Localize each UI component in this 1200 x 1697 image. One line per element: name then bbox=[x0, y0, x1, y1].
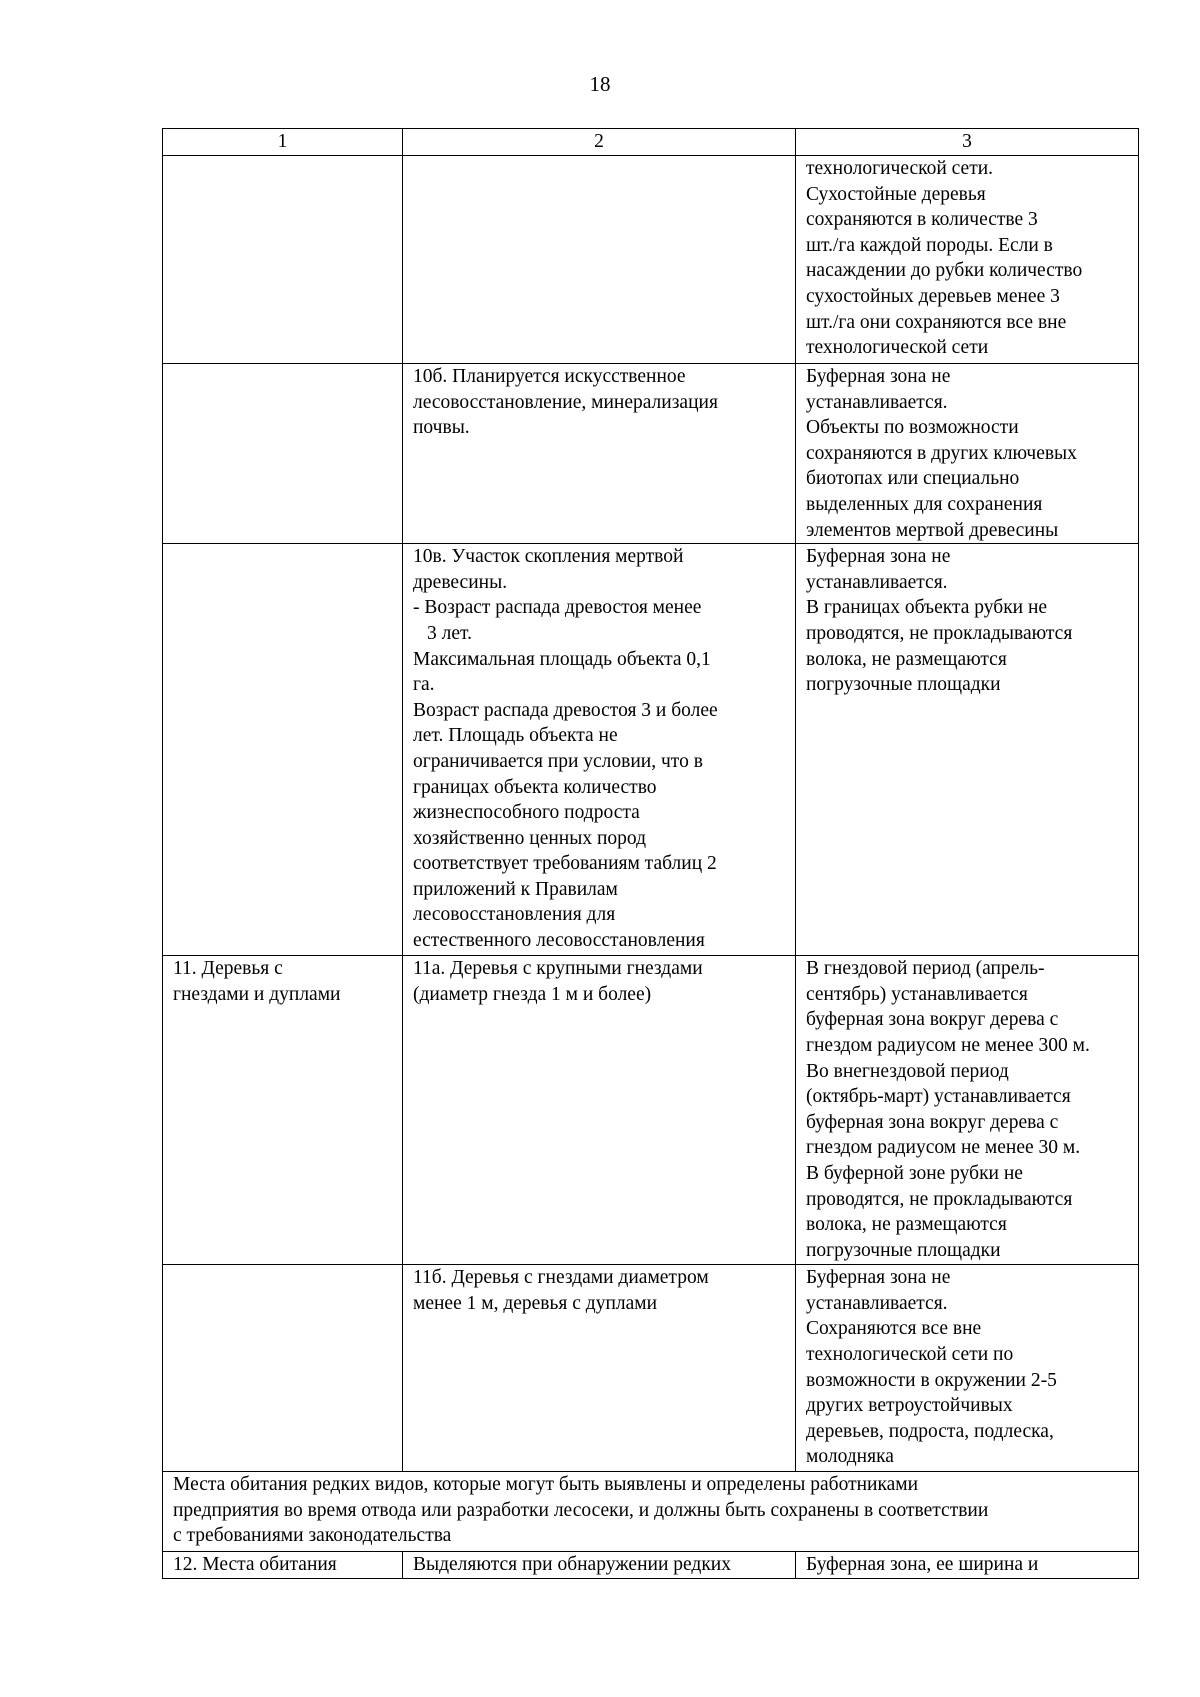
cell-line: 11. Деревья с bbox=[173, 958, 283, 980]
cell-line: лесовосстановление, минерализация bbox=[413, 391, 718, 413]
cell-line: Максимальная площадь объекта 0,1 bbox=[413, 648, 711, 670]
cell-line: технологической сети по bbox=[806, 1343, 1014, 1365]
table-row bbox=[163, 1265, 1139, 1472]
cell-line: деревьев, подроста, подлеска, bbox=[806, 1420, 1054, 1442]
cell-line: элементов мертвой древесины bbox=[806, 519, 1059, 541]
cell-line: границах объекта количество bbox=[413, 776, 657, 798]
cell-line: почвы. bbox=[413, 417, 470, 439]
cell-line: га. bbox=[413, 674, 435, 696]
cell-line: хозяйственно ценных пород bbox=[413, 827, 647, 849]
cell-line: устанавливается. bbox=[806, 571, 948, 593]
cell-line: Сухостойные деревья bbox=[806, 183, 986, 205]
cell-line: с требованиями законодательства bbox=[173, 1525, 452, 1547]
table-cell bbox=[163, 544, 403, 956]
table-cell bbox=[163, 1552, 403, 1579]
column-number-1: 1 bbox=[163, 129, 403, 156]
cell-line: гнездом радиусом не менее 300 м. bbox=[806, 1034, 1090, 1056]
table-cell bbox=[403, 1265, 796, 1472]
cell-line: Буферная зона не bbox=[806, 366, 951, 387]
cell-line: волока, не размещаются bbox=[806, 648, 1007, 670]
cell-line: В границах объекта рубки не bbox=[806, 597, 1048, 619]
cell-line: устанавливается. bbox=[806, 1292, 948, 1314]
page-number: 18 bbox=[589, 72, 611, 96]
cell-line: биотопах или специально bbox=[806, 468, 1020, 490]
cell-line: естественного лесовосстановления bbox=[413, 930, 705, 952]
cell-line: погрузочные площадки bbox=[806, 674, 1001, 696]
table-row bbox=[163, 956, 1139, 1265]
table-cell bbox=[796, 364, 1139, 544]
cell-line: буферная зона вокруг дерева с bbox=[806, 1111, 1059, 1133]
table-cell bbox=[163, 1265, 403, 1472]
cell-line: - Возраст распада древостоя менее bbox=[413, 597, 702, 619]
table-row bbox=[163, 156, 1139, 364]
cell-line: насаждении до рубки количество bbox=[806, 260, 1083, 282]
cell-line: проводятся, не прокладываются bbox=[806, 1188, 1073, 1210]
cell-line: (диаметр гнезда 1 м и более) bbox=[413, 983, 652, 1005]
cell-line: проводятся, не прокладываются bbox=[806, 622, 1073, 644]
cell-line: предприятия во время отвода или разработки лесосеки, и должны быть сохранены в соответствии bbox=[173, 1499, 989, 1521]
cell-line: Во внегнездовой период bbox=[806, 1060, 1009, 1082]
table-cell bbox=[163, 956, 403, 1265]
table-cell bbox=[403, 156, 796, 364]
section-row bbox=[163, 1472, 1139, 1552]
cell-line: Буферная зона не bbox=[806, 546, 951, 568]
table-row bbox=[163, 364, 1139, 544]
cell-line: волока, не размещаются bbox=[806, 1214, 1007, 1236]
cell-line: менее 1 м, деревья с дуплами bbox=[413, 1292, 658, 1314]
cell-line: шт./га они сохраняются все вне bbox=[806, 311, 1067, 333]
cell-line: сохраняются в количестве 3 bbox=[806, 209, 1038, 231]
cell-line: устанавливается. bbox=[806, 391, 948, 413]
table-cell bbox=[796, 1265, 1139, 1472]
cell-line: сохраняются в других ключевых bbox=[806, 442, 1077, 464]
cell-line: гнездами и дуплами bbox=[173, 983, 341, 1005]
table-cell bbox=[403, 364, 796, 544]
cell-line: выделенных для сохранения bbox=[806, 493, 1043, 515]
cell-line: 10в. Участок скопления мертвой bbox=[413, 546, 684, 568]
cell-line: Объекты по возможности bbox=[806, 417, 1019, 439]
cell-line: В буферной зоне рубки не bbox=[806, 1162, 1023, 1184]
cell-line: буферная зона вокруг дерева с bbox=[806, 1009, 1059, 1031]
cell-line: Буферная зона не bbox=[806, 1267, 951, 1289]
cell-line: шт./га каждой породы. Если в bbox=[806, 234, 1053, 256]
column-number-3: 3 bbox=[796, 129, 1139, 156]
cell-line: 12. Места обитания bbox=[173, 1554, 337, 1576]
cell-line: лет. Площадь объекта не bbox=[413, 725, 618, 747]
cell-line: сухостойных деревьев менее 3 bbox=[806, 285, 1060, 307]
table-row bbox=[163, 1552, 1139, 1579]
cell-line: погрузочные площадки bbox=[806, 1239, 1001, 1261]
table-cell bbox=[163, 364, 403, 544]
cell-line: технологической сети bbox=[806, 337, 989, 359]
section-heading-cell bbox=[163, 1472, 1139, 1552]
column-number-2: 2 bbox=[403, 129, 796, 156]
table-cell bbox=[796, 544, 1139, 956]
cell-line: В гнездовой период (апрель- bbox=[806, 958, 1045, 980]
cell-line: жизнеспособного подроста bbox=[413, 802, 640, 824]
cell-line: приложений к Правилам bbox=[413, 878, 618, 900]
cell-line: других ветроустойчивых bbox=[806, 1395, 1013, 1417]
cell-line: молодняка bbox=[806, 1446, 894, 1468]
cell-line: ограничивается при условии, что в bbox=[413, 750, 703, 772]
table-cell bbox=[403, 1552, 796, 1579]
table-cell bbox=[403, 956, 796, 1265]
cell-line: технологической сети. bbox=[806, 158, 994, 179]
cell-line: Места обитания редких видов, которые могут быть выявлены и определены работниками bbox=[173, 1474, 919, 1496]
cell-line: гнездом радиусом не менее 30 м. bbox=[806, 1137, 1081, 1159]
cell-line: 3 лет. bbox=[427, 622, 472, 644]
cell-line: Буферная зона, ее ширина и bbox=[806, 1554, 1039, 1576]
cell-line: соответствует требованиям таблиц 2 bbox=[413, 853, 717, 875]
table-cell bbox=[796, 1552, 1139, 1579]
cell-line: 11а. Деревья с крупными гнездами bbox=[413, 958, 703, 980]
table-cell bbox=[796, 156, 1139, 364]
cell-line: 10б. Планируется искусственное bbox=[413, 366, 686, 387]
cell-line: возможности в окружении 2-5 bbox=[806, 1369, 1057, 1391]
cell-line: 11б. Деревья с гнездами диаметром bbox=[413, 1267, 709, 1289]
cell-line: Возраст распада древостоя 3 и более bbox=[413, 699, 718, 721]
cell-line: Выделяются при обнаружении редких bbox=[413, 1554, 731, 1576]
table-cell bbox=[163, 156, 403, 364]
table-cell bbox=[796, 956, 1139, 1265]
cell-line: древесины. bbox=[413, 571, 508, 593]
table-cell bbox=[403, 544, 796, 956]
cell-line: сентябрь) устанавливается bbox=[806, 983, 1028, 1005]
table-header-row bbox=[163, 129, 1139, 156]
cell-line: (октябрь-март) устанавливается bbox=[806, 1086, 1071, 1108]
document-table bbox=[162, 128, 1139, 1579]
table-row bbox=[163, 544, 1139, 956]
cell-line: лесовосстановления для bbox=[413, 904, 616, 926]
cell-line: Сохраняются все вне bbox=[806, 1318, 982, 1340]
